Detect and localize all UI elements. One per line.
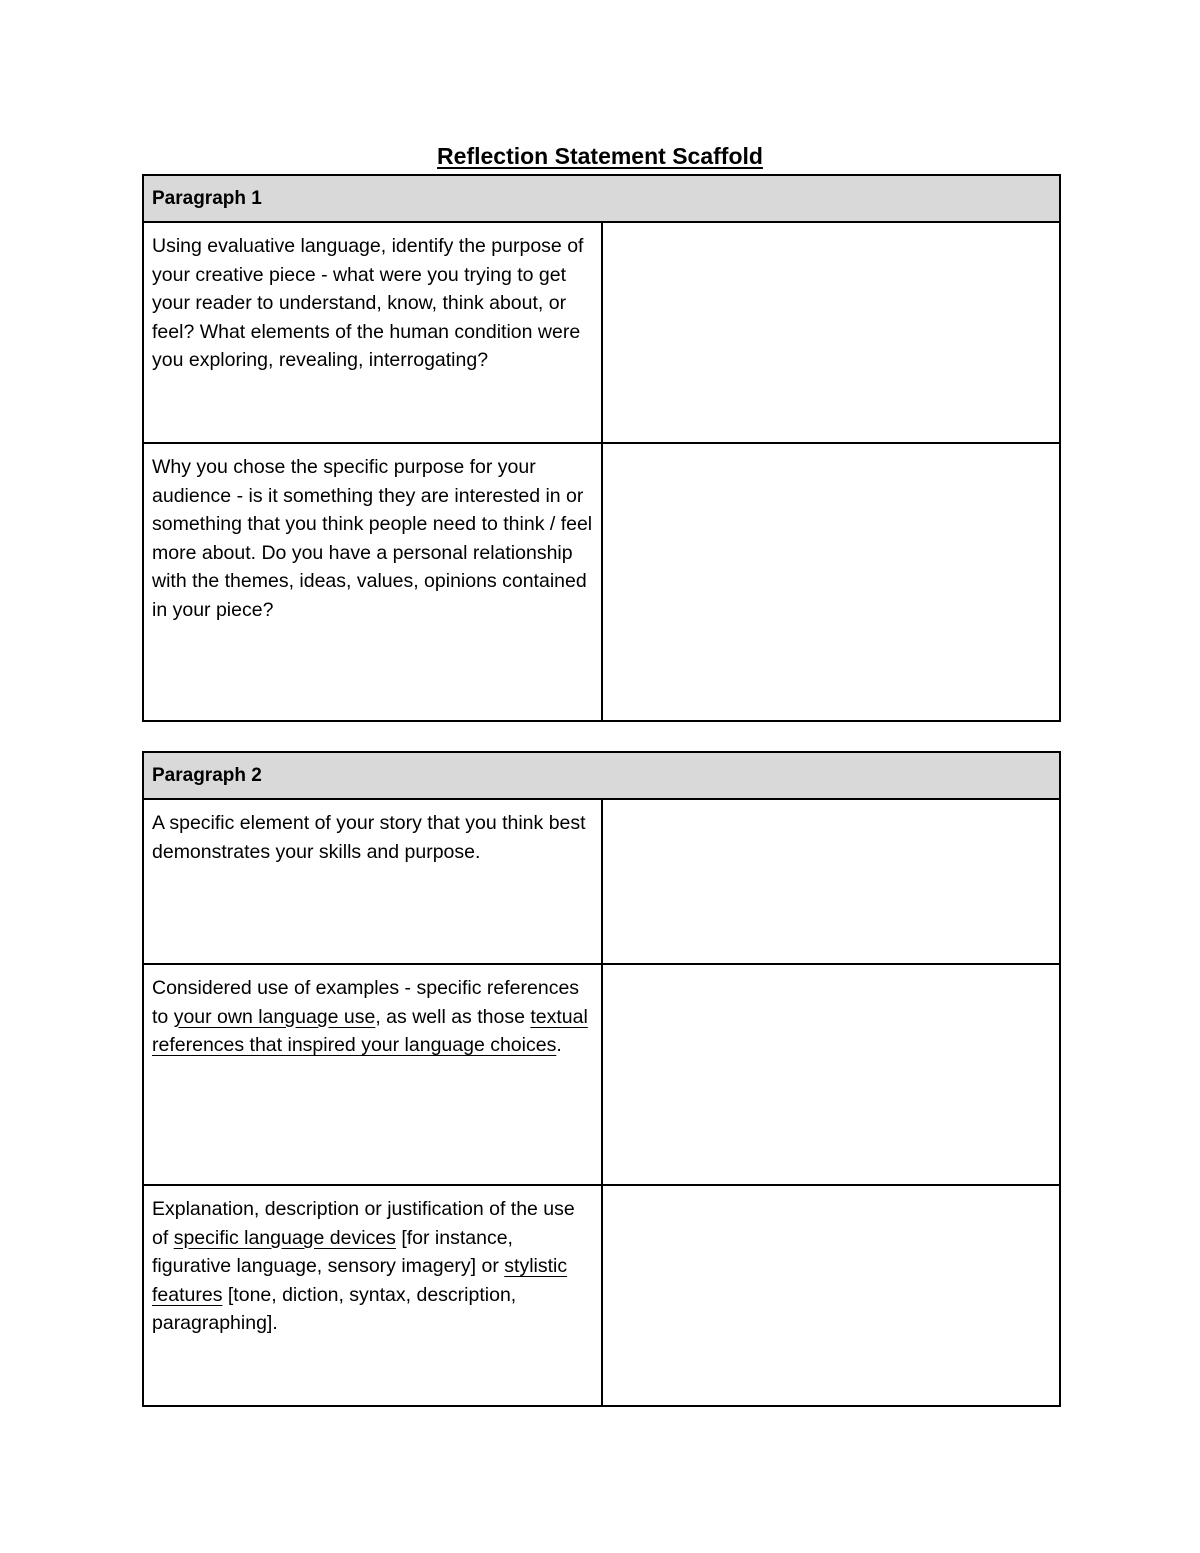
prompt-text: . bbox=[556, 1034, 562, 1056]
underlined-phrase: textual references that inspired your language choices bbox=[152, 1005, 588, 1056]
response-cell-purpose[interactable] bbox=[602, 222, 1061, 443]
table-row bbox=[143, 964, 1060, 1185]
prompt-text: , as well as those bbox=[375, 1005, 531, 1028]
prompt-text: [for instance, figurative language, sensory imagery] or bbox=[152, 1226, 513, 1277]
paragraph-2-heading: Paragraph 2 bbox=[143, 752, 1060, 799]
underlined-phrase: stylistic features bbox=[152, 1255, 568, 1306]
page-title: Reflection Statement Scaffold bbox=[437, 143, 763, 169]
table-row bbox=[143, 799, 1060, 964]
prompt-audience: Why you chose the specific purpose for your audience - is it something they are interested in or something that you think people need to think / feel more about. Do you have a personal relationship with the themes, ideas, values, opinions contained in your piece? bbox=[143, 443, 602, 721]
prompt-purpose: Using evaluative language, identify the purpose of your creative piece - what were you trying to get your reader to understand, know, think about, or feel? What elements of the human condition were you exploring, revealing, interrogating? bbox=[143, 222, 602, 443]
underlined-phrase: specific language devices bbox=[173, 1226, 396, 1249]
table-row bbox=[143, 222, 1060, 443]
response-cell-audience[interactable] bbox=[602, 443, 1061, 721]
underlined-phrase: your own language use bbox=[173, 1005, 376, 1028]
table-row bbox=[143, 1185, 1060, 1406]
paragraph-2-table bbox=[142, 751, 1061, 1407]
prompt-language-devices bbox=[143, 1185, 602, 1406]
prompt-story-element: A specific element of your story that you think best demonstrates your skills and purpose. bbox=[143, 799, 602, 964]
paragraph-1-table bbox=[142, 174, 1061, 722]
prompt-text: Considered use of examples - specific references to bbox=[152, 977, 580, 1028]
response-cell-examples[interactable] bbox=[602, 964, 1061, 1185]
response-cell-story-element[interactable] bbox=[602, 799, 1061, 964]
prompt-examples bbox=[143, 964, 602, 1185]
response-cell-language-devices[interactable] bbox=[602, 1185, 1061, 1406]
paragraph-1-heading: Paragraph 1 bbox=[143, 175, 1060, 222]
table-row bbox=[143, 443, 1060, 721]
prompt-text: [tone, diction, syntax, description, paragraphing]. bbox=[152, 1283, 517, 1334]
prompt-text: Explanation, description or justification of the use of bbox=[152, 1198, 575, 1249]
